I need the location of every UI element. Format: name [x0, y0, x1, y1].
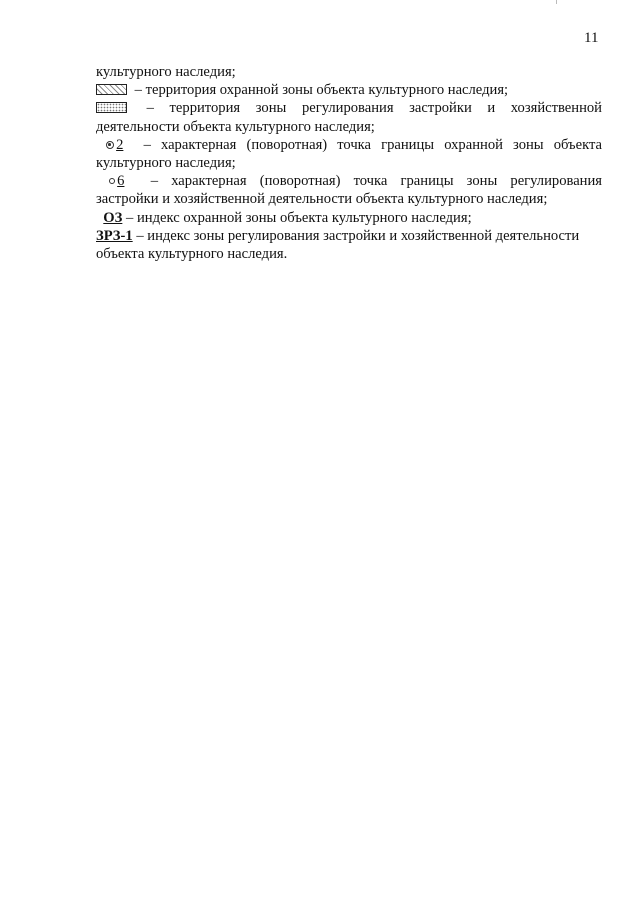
legend-item-protection-point-cont: культурного наследия;: [96, 155, 236, 172]
page-number: 11: [584, 30, 599, 46]
legend-item-regulation-point: 6 – характерная (поворотная) точка границы зоны регулирования: [96, 172, 602, 190]
zrz-index-label: ЗРЗ-1: [96, 227, 133, 244]
legend-continuation: культурного наследия;: [96, 64, 236, 80]
hatched-swatch-icon: [96, 84, 127, 95]
legend: [96, 63, 602, 263]
legend-item-zrz-index: ЗРЗ-1 – индекс зоны регулирования застройки и хозяйственной деятельности: [96, 227, 580, 244]
legend-item-oz-index: ОЗ – индекс охранной зоны объекта культурного наследия;: [103, 209, 472, 226]
legend-item-regulation-point-cont: застройки и хозяйственной деятельности объекта культурного наследия;: [96, 191, 548, 208]
legend-item-protection-point: 2 – характерная (поворотная) точка границы охранной зоны объекта: [96, 136, 602, 154]
legend-item-zrz-index-cont: объекта культурного наследия.: [96, 246, 288, 263]
oz-index-label: ОЗ: [103, 209, 123, 226]
double-circle-point-icon: [106, 141, 114, 149]
dotted-swatch-icon: [96, 102, 127, 113]
circle-point-icon: [109, 178, 115, 184]
legend-item-regulation-zone: – территория зоны регулирования застройки и хозяйственной: [96, 99, 602, 117]
legend-item-regulation-zone-cont: деятельности объекта культурного наследия;: [96, 118, 375, 135]
scan-mark: [556, 0, 557, 4]
legend-item-protection-zone: – территория охранной зоны объекта культурного наследия;: [96, 81, 602, 99]
